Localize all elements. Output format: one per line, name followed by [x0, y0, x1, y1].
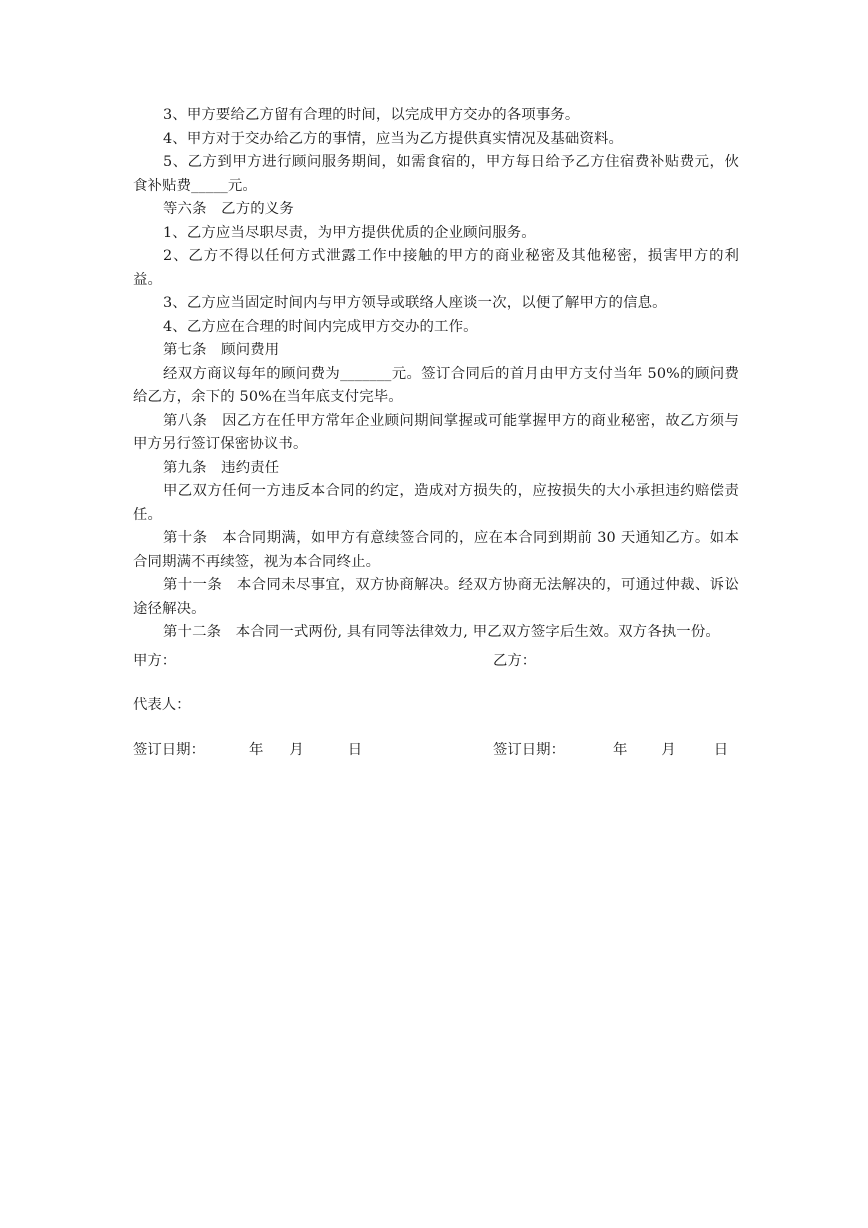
clause-paragraph: 4、乙方应在合理的时间内完成甲方交办的工作。 — [163, 318, 478, 335]
clause-paragraph: 4、甲方对于交办给乙方的事情，应当为乙方提供真实情况及基础资料。 — [163, 130, 624, 147]
article-heading: 第九条 违约责任 — [163, 459, 280, 476]
sign-date-label: 签订日期： — [133, 742, 205, 758]
day-label: 日 — [347, 742, 363, 758]
party-b-sign-date — [493, 740, 728, 760]
clause-paragraph: 3、乙方应当固定时间内与甲方领导或联络人座谈一次，以便了解甲方的信息。 — [163, 295, 667, 311]
clause-paragraph: 经双方商议每年的顾问费为_______元。签订合同后的首月由甲方支付当年 50%的顾问费给乙方，余下的 50%在当年底支付完毕。 — [133, 365, 739, 405]
year-label: 年 — [248, 742, 264, 758]
clause-paragraph: 第十一条 本合同未尽事宜，双方协商解决。经双方协商无法解决的，可通过仲裁、诉讼途径解决。 — [133, 577, 739, 617]
year-label: 年 — [612, 742, 628, 758]
clause-paragraph: 甲乙双方任何一方违反本合同的约定，造成对方损失的，应按损失的大小承担违约赔偿责任。 — [133, 483, 739, 523]
party-a-sign-date — [133, 740, 362, 760]
clause-paragraph: 第八条 因乙方在任甲方常年企业顾问期间掌握或可能掌握甲方的商业秘密，故乙方须与甲方另行签订保密协议书。 — [133, 412, 739, 452]
sign-date-label: 签订日期： — [493, 742, 565, 758]
party-b-label: 乙方： — [493, 653, 537, 669]
clause-paragraph: 2、乙方不得以任何方式泄露工作中接触的甲方的商业秘密及其他秘密，损害甲方的利益。 — [133, 248, 739, 288]
clause-paragraph: 3、甲方要给乙方留有合理的时间，以完成甲方交办的各项事务。 — [163, 107, 580, 123]
clause-paragraph: 第十条 本合同期满，如甲方有意续签合同的，应在本合同到期前 30 天通知乙方。如本合同期满不再续签，视为本合同终止。 — [133, 530, 739, 570]
month-label: 月 — [289, 742, 304, 758]
party-a-label: 甲方： — [133, 653, 177, 669]
month-label: 月 — [661, 742, 676, 758]
clause-paragraph: 5、乙方到甲方进行顾问服务期间，如需食宿的，甲方每日给予乙方住宿费补贴费元，伙食补贴费_____元。 — [133, 154, 739, 194]
day-label: 日 — [713, 742, 729, 758]
clause-paragraph: 1、乙方应当尽职尽责，为甲方提供优质的企业顾问服务。 — [163, 224, 536, 241]
article-heading: 第七条 顾问费用 — [163, 342, 280, 358]
contract-body — [133, 104, 739, 645]
clause-paragraph: 第十二条 本合同一式两份, 具有同等法律效力, 甲乙双方签字后生效。双方各执一份。 — [163, 624, 720, 640]
representative-label: 代表人： — [133, 697, 191, 713]
article-heading: 等六条 乙方的义务 — [163, 201, 294, 217]
